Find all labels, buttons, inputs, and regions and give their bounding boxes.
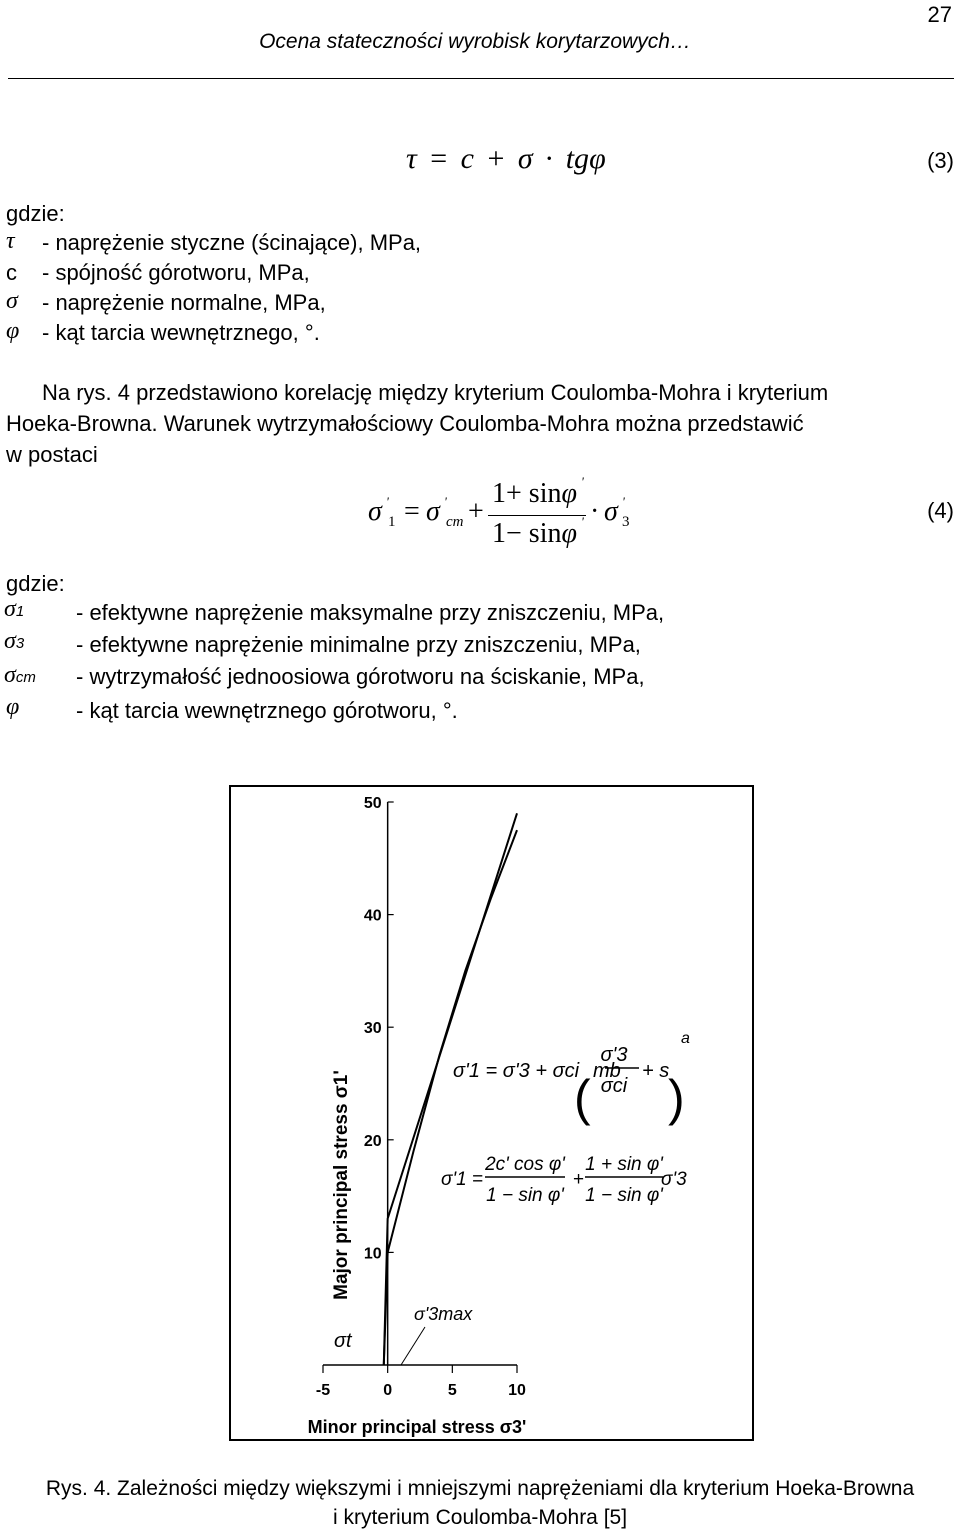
y-tick-label: 10 <box>363 1245 382 1263</box>
svg-text:σ'1 =: σ'1 = <box>441 1169 484 1190</box>
caption-line-1: Rys. 4. Zależności między większymi i mniejszymi naprężeniami dla kryterium Hoeka-Browna <box>45 1477 915 1500</box>
where2-def-phi: - kąt tarcia wewnętrznego górotworu, °. <box>76 698 458 723</box>
eq4-sigma3: σ <box>604 496 618 527</box>
eq4-plus: + <box>468 496 484 527</box>
where2-def-sigma1: - efektywne naprężenie maksymalne przy zniszczeniu, MPa, <box>76 600 665 625</box>
eq4-equals: = <box>404 496 420 527</box>
eq3-equals: = <box>430 142 448 175</box>
svg-text:a: a <box>681 1030 690 1047</box>
chart-axes <box>323 802 517 1365</box>
where1-def-sigma: - naprężenie normalne, MPa, <box>42 290 326 315</box>
eq4-sigma1: σ <box>368 496 382 527</box>
eq4-sigmacm: σ <box>426 496 440 527</box>
svg-text:+ s: + s <box>642 1060 670 1082</box>
eq4-fraction-bar <box>488 515 586 516</box>
x-tick-label: 10 <box>508 1382 526 1399</box>
header-rule <box>8 78 954 79</box>
x-axis-label: Minor principal stress σ3' <box>307 1417 527 1437</box>
sigma3max-label: σ'3max <box>414 1304 473 1324</box>
svg-text:σci: σci <box>600 1075 628 1097</box>
eq3-sigma: σ <box>517 142 533 175</box>
eq4-denominator: 1− sinφ <box>492 518 577 549</box>
svg-text:mb: mb <box>593 1060 621 1082</box>
x-tick-label: -5 <box>315 1382 331 1399</box>
where1-symbol-sigma: σ <box>6 288 18 314</box>
stress-chart <box>229 785 754 1441</box>
mohr-coulomb-line <box>384 813 517 1365</box>
caption-line-2: i kryterium Coulomba-Mohra [5] <box>332 1506 628 1529</box>
hoek-brown-curve <box>384 830 517 1365</box>
eq3-plus: + <box>487 142 505 175</box>
svg-text:+: + <box>573 1169 585 1190</box>
y-tick-label: 40 <box>363 907 382 925</box>
equation-4: σ ' 1 = σ ' cm + 1+ sinφ ' 1− sinφ ' · σ ' 3 <box>368 474 630 549</box>
svg-text:1 + sin φ': 1 + sin φ' <box>585 1154 663 1175</box>
y-tick-label: 30 <box>363 1020 382 1038</box>
where2-def-sigma3: - efektywne naprężenie minimalne przy zniszczeniu, MPa, <box>76 632 641 657</box>
x-tick-label: 0 <box>383 1382 393 1399</box>
where-label-2: gdzie: <box>6 571 65 596</box>
where2-symbol-sigma1: σ1 <box>4 596 25 622</box>
where1-def-tau: - naprężenie styczne (ścinające), MPa, <box>42 230 422 255</box>
svg-text:σ'1 = σ'3 + σci: σ'1 = σ'3 + σci <box>453 1060 580 1082</box>
svg-text:2c' cos φ': 2c' cos φ' <box>485 1154 565 1175</box>
figure-caption <box>0 1474 960 1532</box>
where2-symbol-phi: φ <box>6 694 20 720</box>
eq3-phi: φ <box>589 142 606 175</box>
where1-def-phi: - kąt tarcia wewnętrznego, °. <box>42 320 320 345</box>
sigma3max-leader <box>401 1327 425 1365</box>
where1-symbol-tau: τ <box>6 228 15 254</box>
sigma-t-label: σt <box>334 1330 352 1352</box>
where2-def-sigmacm: - wytrzymałość jednoosiowa górotworu na ściskanie, MPa, <box>76 664 645 689</box>
svg-text:(: ( <box>574 1070 591 1126</box>
x-tick-label: 5 <box>447 1382 457 1399</box>
svg-text:1 − sin φ': 1 − sin φ' <box>486 1185 564 1206</box>
where2-symbol-sigma3: σ3 <box>4 628 25 654</box>
svg-text:σ'3: σ'3 <box>661 1169 687 1190</box>
paragraph-line-2: Hoeka-Browna. Warunek wytrzymałościowy Coulomba-Mohra można przedstawić <box>6 411 804 436</box>
y-axis-label: Major principal stress σ1' <box>331 1070 352 1300</box>
svg-text:σ'3: σ'3 <box>600 1044 628 1066</box>
mohr-coulomb-formula <box>441 1154 687 1206</box>
equation-3: τ = c + σ · tgφ <box>406 142 606 175</box>
where1-def-c: - spójność górotworu, MPa, <box>42 260 310 285</box>
equation-3-number: (3) <box>927 148 954 173</box>
eq3-tau: τ <box>406 142 417 175</box>
where1-symbol-phi: φ <box>6 318 20 344</box>
page-number: 27 <box>927 2 952 27</box>
y-tick-label: 20 <box>363 1132 382 1150</box>
body-paragraph <box>6 377 958 470</box>
paragraph-line-3: w postaci <box>6 442 98 467</box>
eq3-c: c <box>460 142 474 175</box>
equation-4-number: (4) <box>927 498 954 523</box>
eq4-numerator: 1+ sinφ <box>492 478 577 509</box>
where1-symbol-c: c <box>6 260 17 285</box>
svg-text:1 − sin φ': 1 − sin φ' <box>585 1185 663 1206</box>
where-label-1: gdzie: <box>6 201 65 226</box>
paragraph-line-1: Na rys. 4 przedstawiono korelację między kryterium Coulomba-Mohra i kryterium <box>42 380 829 405</box>
running-header: Ocena stateczności wyrobisk korytarzowych… <box>259 30 691 53</box>
where2-symbol-sigmacm: σcm <box>4 662 36 688</box>
eq3-tg: tg <box>565 142 590 175</box>
y-tick-label: 50 <box>363 795 382 812</box>
hoek-brown-formula <box>453 1030 690 1126</box>
svg-text:): ) <box>668 1070 685 1126</box>
